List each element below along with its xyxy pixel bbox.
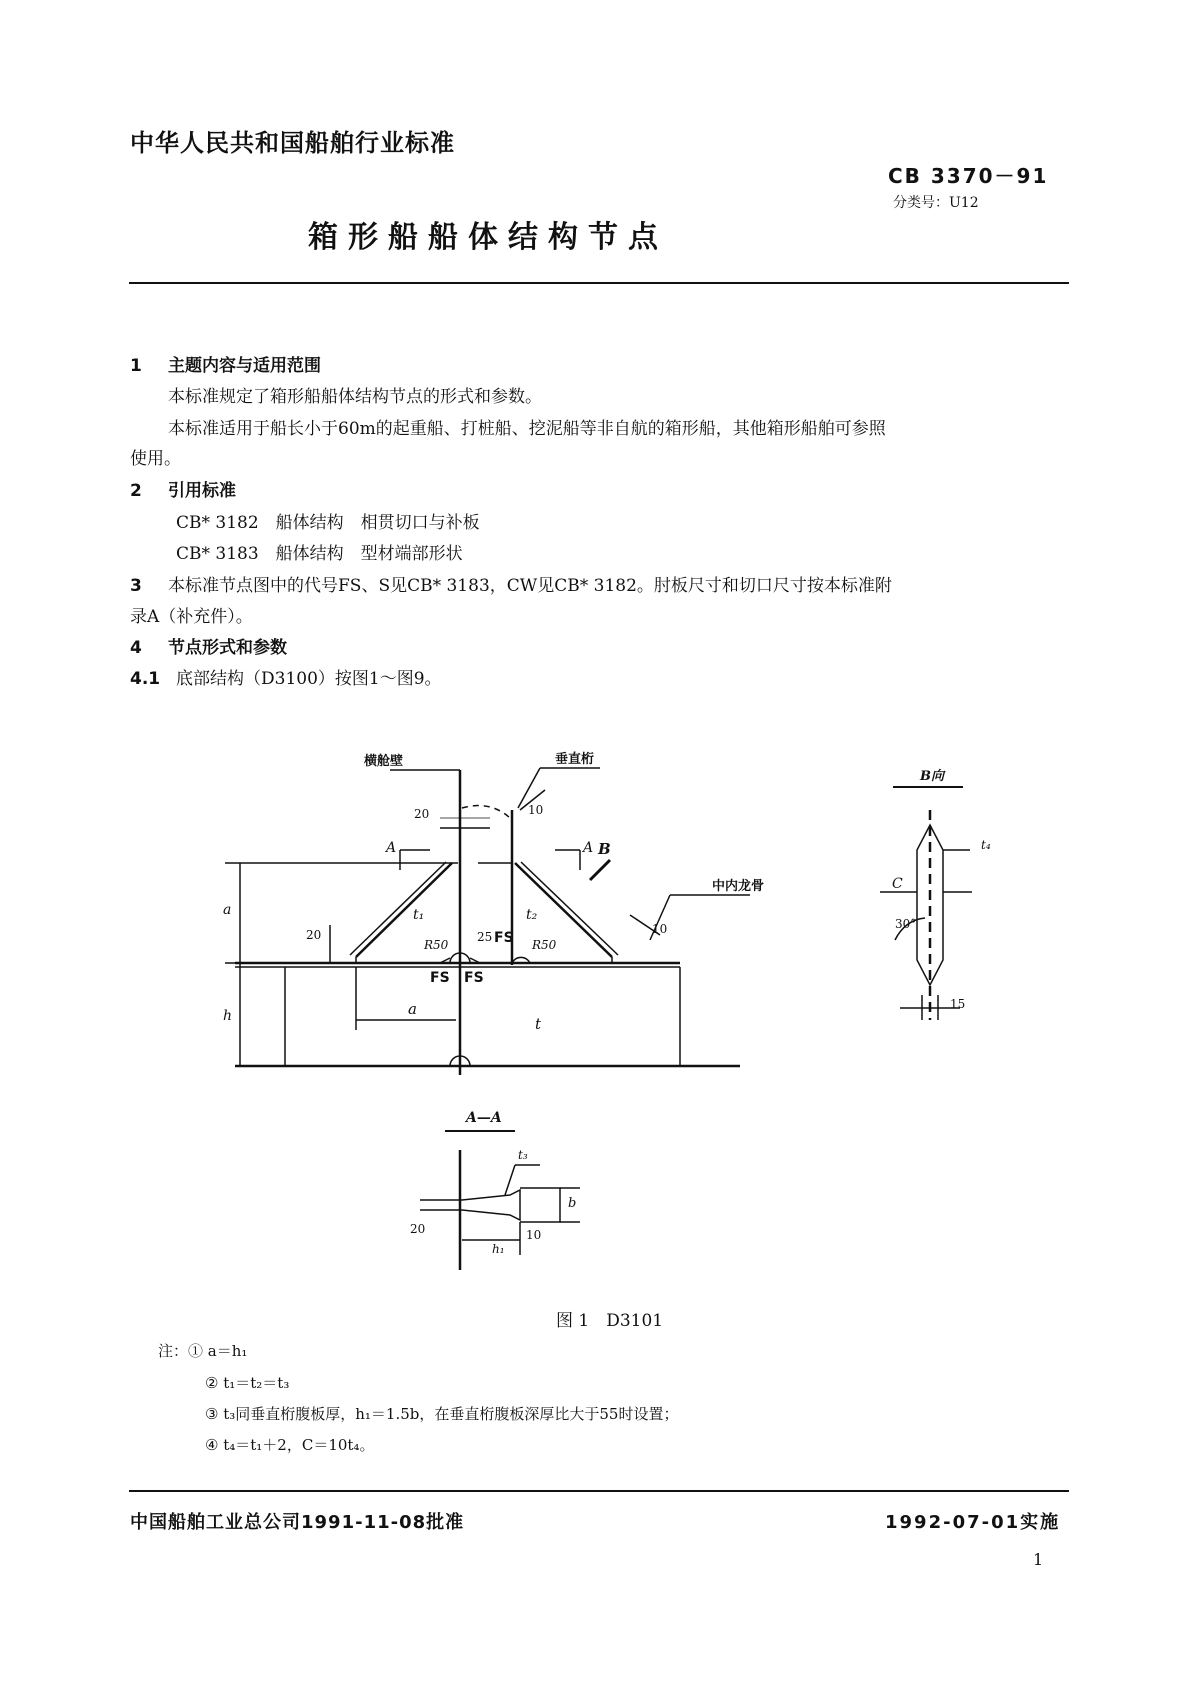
note-4: ④ t₄＝t₁＋2，C＝10t₄。 bbox=[205, 1436, 375, 1454]
label-keelson: 中内龙骨 bbox=[712, 879, 765, 894]
section-3-text: 3 本标准节点图中的代号FS、S见CB* 3183，CW见CB* 3182。肘板尺寸和切口尺寸按本标准附 bbox=[130, 576, 892, 596]
dim-a-horizontal: a bbox=[408, 1000, 417, 1018]
label-a-left-section: A bbox=[386, 840, 397, 856]
label-vertical-web: 垂直桁 bbox=[555, 752, 595, 767]
label-t-plate: t bbox=[535, 1015, 542, 1033]
dim-h: h bbox=[223, 1008, 233, 1024]
label-r50-right: R50 bbox=[532, 938, 557, 952]
label-t3: t₃ bbox=[518, 1148, 528, 1162]
page-number: 1 bbox=[1033, 1550, 1044, 1569]
dim-10-top: 10 bbox=[528, 803, 544, 817]
section-1-para-2-cont: 使用。 bbox=[130, 449, 181, 469]
section-1-para-2: 本标准适用于船长小于60m的起重船、打桩船、挖泥船等非自航的箱形船，其他箱形船舶可参照 bbox=[168, 419, 886, 439]
section-1-heading: 1 主题内容与适用范围 bbox=[130, 356, 321, 376]
label-bulkhead: 横舱壁 bbox=[364, 754, 404, 769]
section-4-1: 4.1 底部结构（D3100）按图1～图9。 bbox=[130, 669, 442, 689]
section-4-heading: 4 节点形式和参数 bbox=[130, 638, 287, 658]
label-section-aa: A—A bbox=[466, 1110, 502, 1126]
standard-code: CB 3370－91 bbox=[888, 164, 1049, 188]
note-2: ② t₁＝t₂＝t₃ bbox=[205, 1374, 290, 1392]
classification-number: 分类号：U12 bbox=[893, 195, 979, 211]
figure-caption: 图 1 D3101 bbox=[556, 1311, 664, 1331]
dim-20-left: 20 bbox=[306, 928, 322, 942]
section-2-heading: 2 引用标准 bbox=[130, 481, 236, 501]
label-angle-30: 30° bbox=[895, 917, 917, 931]
approval-date: 中国船舶工业总公司1991-11-08批准 bbox=[130, 1512, 465, 1533]
dim-20-aa: 20 bbox=[410, 1222, 426, 1236]
label-a-right-section: A bbox=[583, 840, 594, 856]
dim-15: 15 bbox=[950, 997, 966, 1011]
label-fs-vertical: FS bbox=[494, 930, 514, 946]
label-h1: h₁ bbox=[492, 1242, 505, 1256]
label-fs-left: FS bbox=[430, 970, 450, 986]
issuing-organization: 中华人民共和国船舶行业标准 bbox=[130, 129, 455, 157]
dim-25: 25 bbox=[477, 930, 493, 944]
section-3-cont: 录A（补充件）。 bbox=[130, 607, 253, 627]
label-view-b: B向 bbox=[920, 769, 944, 784]
footer-rule bbox=[129, 1490, 1069, 1492]
label-t2: t₂ bbox=[526, 907, 538, 923]
dim-10-right: 10 bbox=[652, 922, 668, 936]
label-b-dim: b bbox=[568, 1196, 577, 1211]
section-1-para-1: 本标准规定了箱形船船体结构节点的形式和参数。 bbox=[168, 387, 542, 407]
dim-20-top: 20 bbox=[414, 807, 430, 821]
label-r50-left: R50 bbox=[424, 938, 449, 952]
label-t4: t₄ bbox=[981, 838, 991, 852]
document-title: 箱形船船体结构节点 bbox=[308, 220, 668, 255]
reference-cb3182: CB* 3182 船体结构 相贯切口与补板 bbox=[176, 513, 480, 533]
reference-cb3183: CB* 3183 船体结构 型材端部形状 bbox=[176, 544, 463, 564]
label-b-arrow: B bbox=[598, 840, 611, 858]
label-c: C bbox=[892, 876, 903, 892]
note-1: 注：① a＝h₁ bbox=[158, 1342, 248, 1360]
note-3: ③ t₃同垂直桁腹板厚，h₁＝1.5b，在垂直桁腹板深厚比大于55时设置； bbox=[205, 1405, 679, 1423]
dim-a-vertical: a bbox=[223, 902, 232, 918]
label-fs-right: FS bbox=[464, 970, 484, 986]
label-t1: t₁ bbox=[413, 907, 425, 923]
dim-10-aa: 10 bbox=[526, 1228, 542, 1242]
effective-date: 1992-07-01实施 bbox=[885, 1512, 1061, 1533]
